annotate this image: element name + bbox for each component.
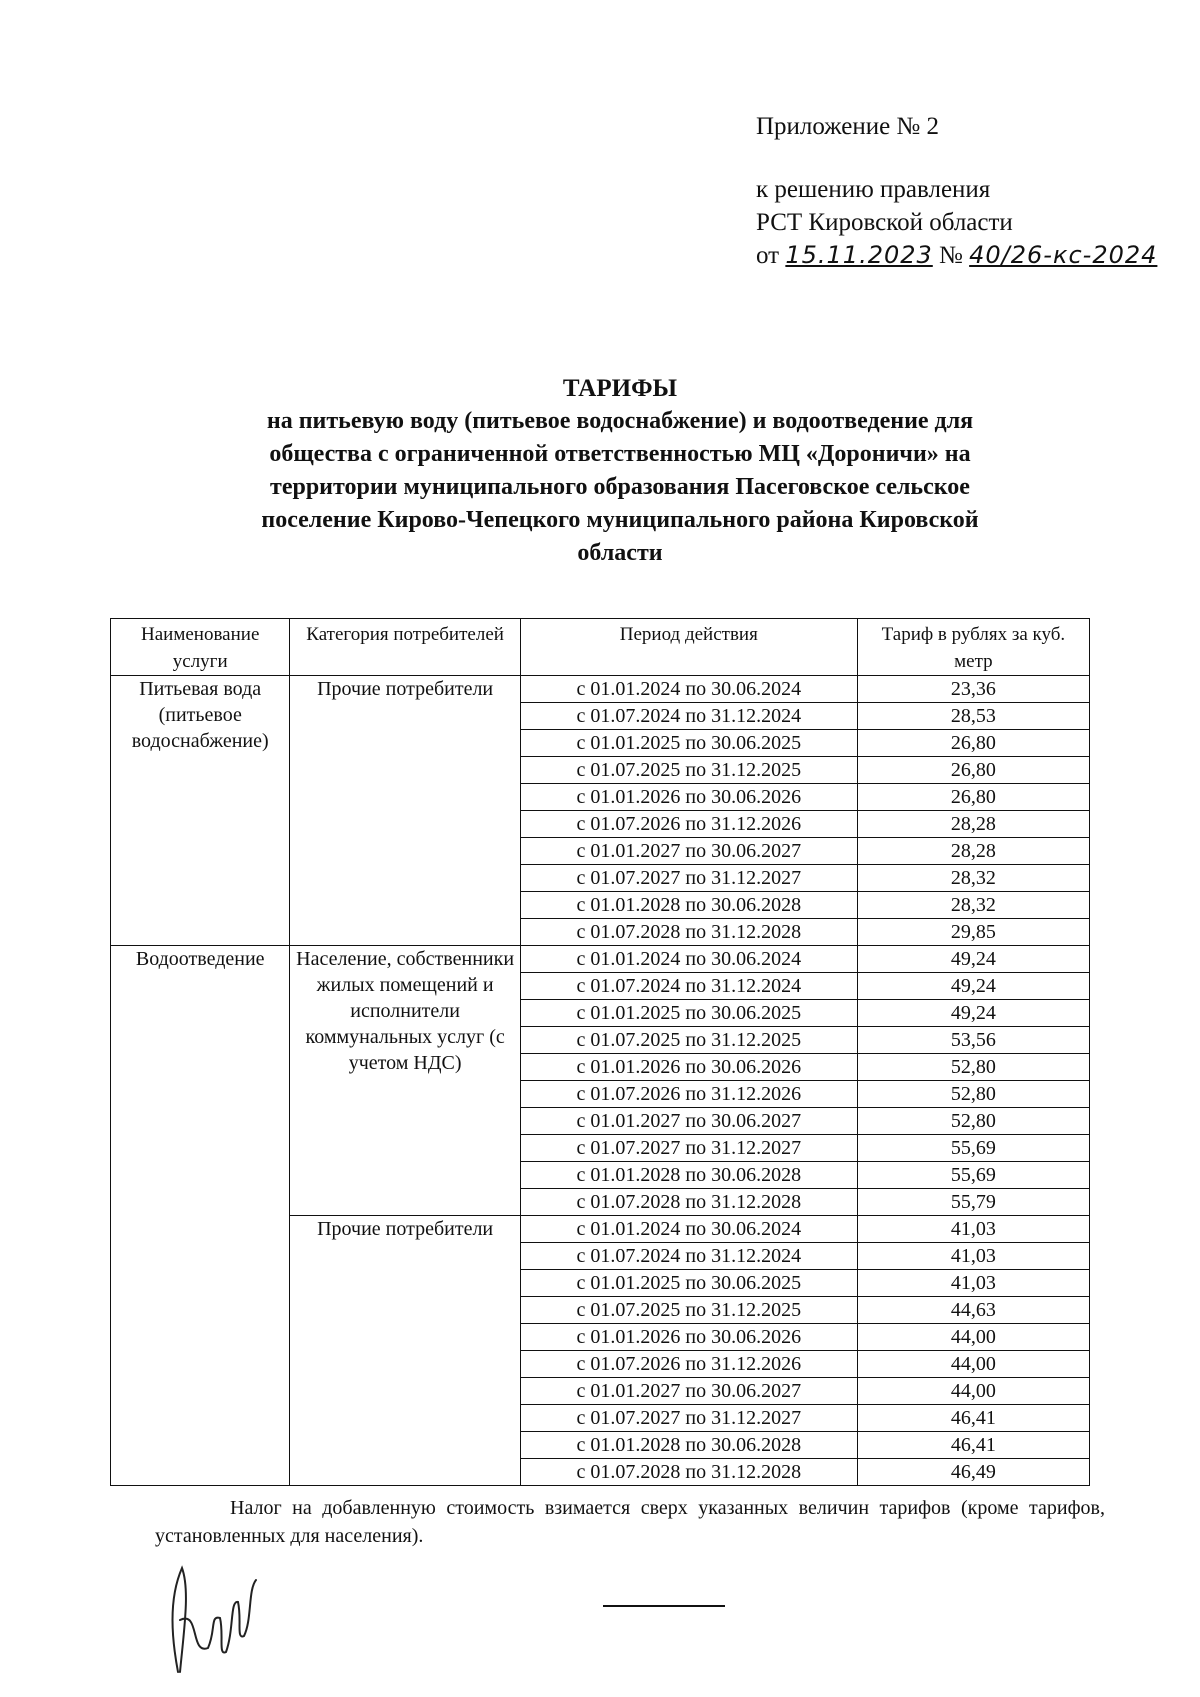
title-line: области [577,540,663,566]
tariff-value-cell: 52,80 [857,1108,1089,1135]
period-cell: с 01.07.2025 по 31.12.2025 [520,1297,857,1324]
service-cell: Водоотведение [111,946,290,1486]
period-cell: с 01.07.2027 по 31.12.2027 [520,865,857,892]
tariff-value-cell: 55,69 [857,1135,1089,1162]
tariff-value-cell: 29,85 [857,919,1089,946]
decision-label: к решению правления [756,176,991,203]
period-cell: с 01.01.2025 по 30.06.2025 [520,1270,857,1297]
document-title [120,372,1120,570]
tariff-value-cell: 46,41 [857,1432,1089,1459]
tariff-value-cell: 53,56 [857,1027,1089,1054]
number-prefix: № [939,242,963,269]
table-header-row [111,619,1090,676]
period-cell: с 01.07.2027 по 31.12.2027 [520,1405,857,1432]
period-cell: с 01.07.2026 по 31.12.2026 [520,1351,857,1378]
service-cell: Питьевая вода (питьевое водоснабжение) [111,676,290,946]
tariff-value-cell: 44,00 [857,1378,1089,1405]
period-cell: с 01.01.2025 по 30.06.2025 [520,730,857,757]
title-line: на питьевую воду (питьевое водоснабжение) и водоотведение для [266,408,974,434]
handwritten-signature-icon [160,1560,270,1680]
period-cell: с 01.07.2025 по 31.12.2025 [520,757,857,784]
period-cell: с 01.07.2026 по 31.12.2026 [520,1081,857,1108]
header-tariff: Тариф в рублях за куб. метр [857,619,1089,676]
period-cell: с 01.07.2026 по 31.12.2026 [520,811,857,838]
period-cell: с 01.01.2024 по 30.06.2024 [520,946,857,973]
tariff-value-cell: 49,24 [857,1000,1089,1027]
decision-date: 15.11.2023 [785,241,933,269]
header-category: Категория потребителей [290,619,520,676]
period-cell: с 01.01.2027 по 30.06.2027 [520,838,857,865]
period-cell: с 01.01.2027 по 30.06.2027 [520,1108,857,1135]
tariff-value-cell: 41,03 [857,1243,1089,1270]
tariff-value-cell: 28,32 [857,892,1089,919]
title-line: общества с ограниченной ответственностью МЦ «Дороничи» на [269,441,971,467]
tariff-value-cell: 28,32 [857,865,1089,892]
vat-note: Налог на добавленную стоимость взимается сверх указанных величин тарифов (кроме тарифов, установленных для населения). [155,1497,1105,1547]
period-cell: с 01.07.2028 по 31.12.2028 [520,1189,857,1216]
table-row [111,676,1090,703]
period-cell: с 01.07.2025 по 31.12.2025 [520,1027,857,1054]
period-cell: с 01.07.2024 по 31.12.2024 [520,1243,857,1270]
period-cell: с 01.07.2024 по 31.12.2024 [520,973,857,1000]
tariff-value-cell: 23,36 [857,676,1089,703]
appendix-label: Приложение № 2 [756,113,940,140]
period-cell: с 01.01.2028 по 30.06.2028 [520,1432,857,1459]
decision-number: 40/26-кс-2024 [969,241,1158,269]
tariff-value-cell: 26,80 [857,784,1089,811]
tariff-value-cell: 52,80 [857,1081,1089,1108]
title-line: поселение Кирово-Чепецкого муниципального района Кировской [261,507,979,533]
tariff-value-cell: 28,28 [857,838,1089,865]
title-main: ТАРИФЫ [562,375,678,402]
date-prefix: от [756,242,780,269]
period-cell: с 01.01.2026 по 30.06.2026 [520,1054,857,1081]
tariffs-table [110,618,1090,1486]
header-service: Наименование услуги [111,619,290,676]
period-cell: с 01.07.2028 по 31.12.2028 [520,1459,857,1486]
tariff-value-cell: 46,41 [857,1405,1089,1432]
tariff-value-cell: 28,28 [857,811,1089,838]
tariff-value-cell: 41,03 [857,1270,1089,1297]
period-cell: с 01.01.2028 по 30.06.2028 [520,892,857,919]
tariff-value-cell: 55,79 [857,1189,1089,1216]
tariff-value-cell: 49,24 [857,973,1089,1000]
period-cell: с 01.07.2027 по 31.12.2027 [520,1135,857,1162]
tariff-value-cell: 46,49 [857,1459,1089,1486]
tariff-value-cell: 26,80 [857,757,1089,784]
title-line: территории муниципального образования Пасеговское сельское [270,474,970,500]
tariff-value-cell: 44,00 [857,1351,1089,1378]
period-cell: с 01.01.2026 по 30.06.2026 [520,1324,857,1351]
document-header [756,110,1157,272]
decision-date-number [756,239,1157,272]
period-cell: с 01.07.2024 по 31.12.2024 [520,703,857,730]
table-body [111,676,1090,1486]
tariff-value-cell: 44,00 [857,1324,1089,1351]
period-cell: с 01.01.2024 по 30.06.2024 [520,1216,857,1243]
period-cell: с 01.01.2028 по 30.06.2028 [520,1162,857,1189]
table-row [111,946,1090,973]
tariff-value-cell: 26,80 [857,730,1089,757]
period-cell: с 01.01.2025 по 30.06.2025 [520,1000,857,1027]
category-cell: Прочие потребители [290,1216,520,1486]
period-cell: с 01.01.2026 по 30.06.2026 [520,784,857,811]
tariff-value-cell: 52,80 [857,1054,1089,1081]
period-cell: с 01.01.2027 по 30.06.2027 [520,1378,857,1405]
category-cell: Население, собственники жилых помещений и исполнители коммунальных услуг (с учетом НДС) [290,946,520,1216]
tariff-value-cell: 55,69 [857,1162,1089,1189]
period-cell: с 01.01.2024 по 30.06.2024 [520,676,857,703]
header-period: Период действия [520,619,857,676]
end-divider [603,1605,725,1607]
category-cell: Прочие потребители [290,676,520,946]
tariff-value-cell: 28,53 [857,703,1089,730]
tariff-value-cell: 49,24 [857,946,1089,973]
tariff-value-cell: 41,03 [857,1216,1089,1243]
authority-label: РСТ Кировской области [756,209,1013,236]
tariff-value-cell: 44,63 [857,1297,1089,1324]
period-cell: с 01.07.2028 по 31.12.2028 [520,919,857,946]
